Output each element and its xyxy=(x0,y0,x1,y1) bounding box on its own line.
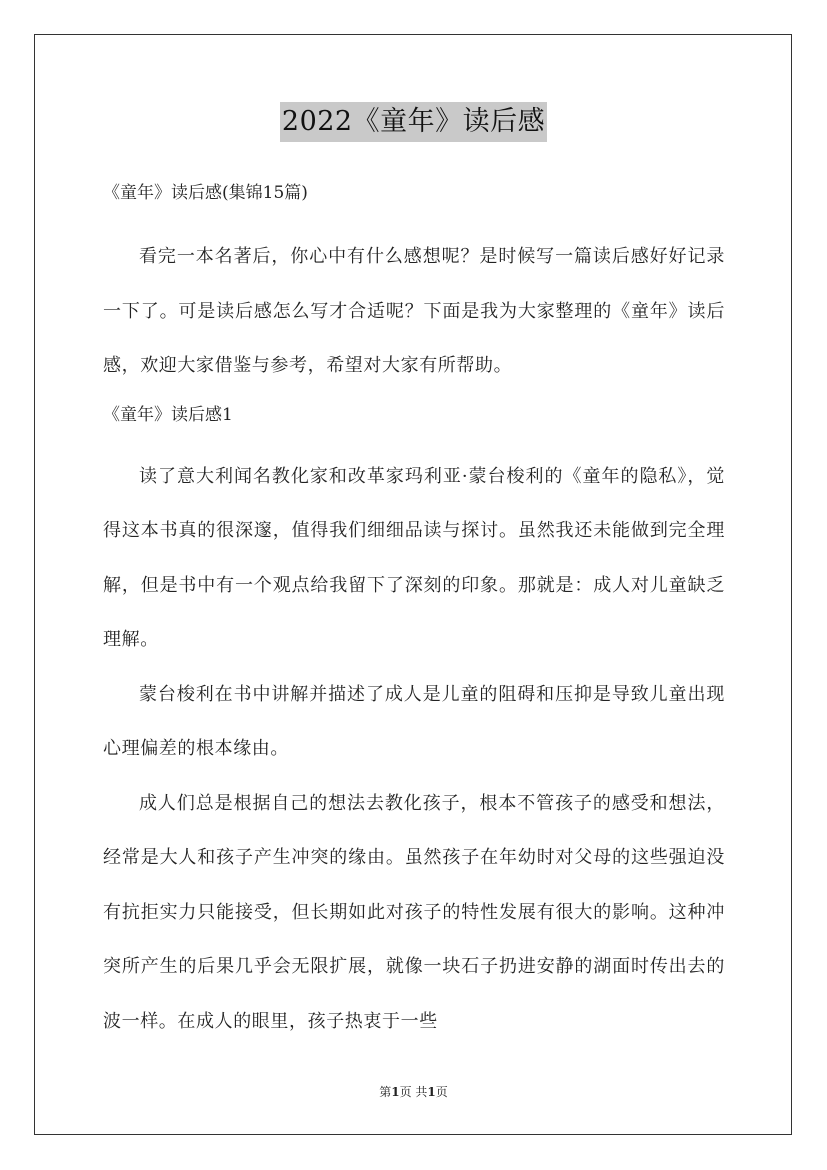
document-subtitle: 《童年》读后感(集锦15篇) xyxy=(103,183,308,203)
body-paragraph-1: 读了意大利闻名教化家和改革家玛利亚·蒙台梭利的《童年的隐私》，觉得这本书真的很深邃，值得我们细细品读与探讨。虽然我还未能做到完全理解，但是书中有一个观点给我留下了深刻的印象。那就是：成人对儿童缺乏理解。 xyxy=(103,465,725,650)
section-heading: 《童年》读后感1 xyxy=(103,404,233,425)
page-prefix: 第 xyxy=(379,1085,392,1099)
page-middle: 页 共 xyxy=(399,1085,428,1099)
page-total-suffix: 页 xyxy=(435,1085,448,1099)
body-paragraph-2: 蒙台梭利在书中讲解并描述了成人是儿童的阻碍和压抑是导致儿童出现心理偏差的根本缘由。 xyxy=(103,683,725,759)
document-title: 2022《童年》读后感 xyxy=(280,102,547,142)
page-total: 1 xyxy=(427,1085,436,1099)
title-container xyxy=(0,102,827,142)
page-number: 1 xyxy=(391,1085,400,1099)
page-footer xyxy=(0,1083,827,1100)
body-paragraph-3: 成人们总是根据自己的想法去教化孩子，根本不管孩子的感受和想法，经常是大人和孩子产生冲突的缘由。虽然孩子在年幼时对父母的这些强迫没有抗拒实力只能接受，但长期如此对孩子的特性发展有很大的影响。这种冲突所产生的后果几乎会无限扩展，就像一块石子扔进安静的湖面时传出去的波一样。在成人的眼里，孩子热衷于一些 xyxy=(103,792,725,1032)
intro-paragraph: 看完一本名著后，你心中有什么感想呢？是时候写一篇读后感好好记录一下了。可是读后感怎么写才合适呢？下面是我为大家整理的《童年》读后感，欢迎大家借鉴与参考，希望对大家有所帮助。 xyxy=(103,246,725,376)
document-body xyxy=(103,176,725,1049)
